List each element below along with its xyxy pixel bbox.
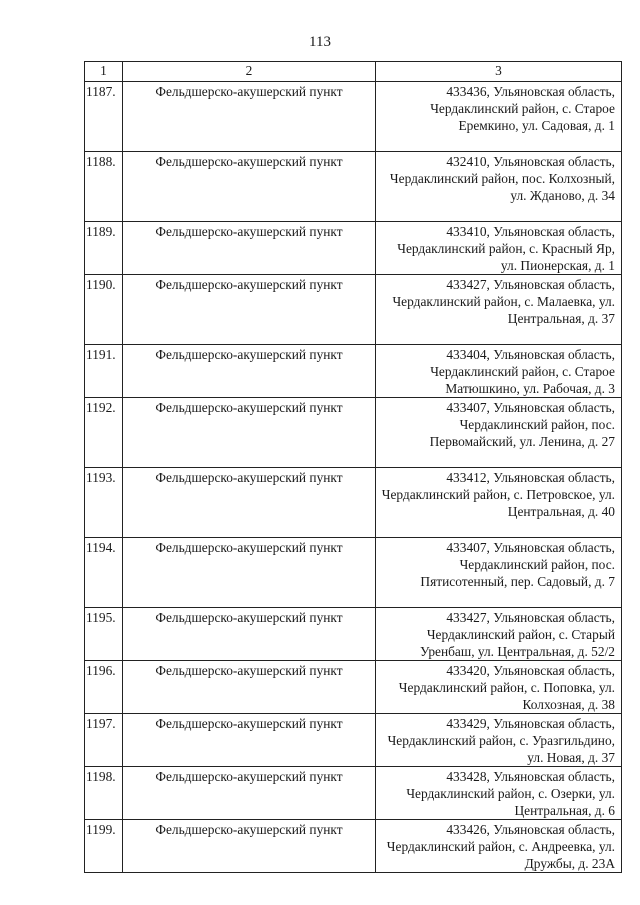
facility-name: Фельдшерско-акушерский пункт — [123, 345, 376, 398]
table-row — [85, 538, 622, 608]
facility-address: 433428, Ульяновская область, Чердаклинский район, с. Озерки, ул. Центральная, д. 6 — [376, 767, 622, 820]
table-row — [85, 767, 622, 820]
row-number: 1196. — [85, 661, 123, 714]
row-number: 1198. — [85, 767, 123, 820]
row-number: 1195. — [85, 608, 123, 661]
facility-name: Фельдшерско-акушерский пункт — [123, 820, 376, 873]
facility-name: Фельдшерско-акушерский пункт — [123, 398, 376, 468]
facility-address: 433436, Ульяновская область, Чердаклинский район, с. Старое Еремкино, ул. Садовая, д. 1 — [376, 82, 622, 152]
table-row — [85, 608, 622, 661]
facility-address: 433404, Ульяновская область, Чердаклинский район, с. Старое Матюшкино, ул. Рабочая, д. 3 — [376, 345, 622, 398]
facility-name: Фельдшерско-акушерский пункт — [123, 222, 376, 275]
facility-name: Фельдшерско-акушерский пункт — [123, 608, 376, 661]
table-body — [85, 82, 622, 873]
facility-address: 433427, Ульяновская область, Чердаклинский район, с. Старый Уренбаш, ул. Центральная, д. 52/2 — [376, 608, 622, 661]
facility-address: 433426, Ульяновская область, Чердаклинский район, с. Андреевка, ул. Дружбы, д. 23А — [376, 820, 622, 873]
row-number: 1187. — [85, 82, 123, 152]
facility-address: 433407, Ульяновская область, Чердаклинский район, пос. Первомайский, ул. Ленина, д. 27 — [376, 398, 622, 468]
table-header — [85, 62, 622, 82]
facility-name: Фельдшерско-акушерский пункт — [123, 661, 376, 714]
table-row — [85, 714, 622, 767]
column-header-2: 2 — [123, 62, 376, 82]
row-number: 1189. — [85, 222, 123, 275]
facility-name: Фельдшерско-акушерский пункт — [123, 538, 376, 608]
row-number: 1199. — [85, 820, 123, 873]
row-number: 1192. — [85, 398, 123, 468]
row-number: 1194. — [85, 538, 123, 608]
table-row — [85, 82, 622, 152]
facility-name: Фельдшерско-акушерский пункт — [123, 714, 376, 767]
facility-name: Фельдшерско-акушерский пункт — [123, 767, 376, 820]
table-row — [85, 398, 622, 468]
facility-address: 433410, Ульяновская область, Чердаклинский район, с. Красный Яр, ул. Пионерская, д. 1 — [376, 222, 622, 275]
table-row — [85, 820, 622, 873]
table-row — [85, 468, 622, 538]
facility-name: Фельдшерско-акушерский пункт — [123, 82, 376, 152]
table-row — [85, 152, 622, 222]
row-number: 1193. — [85, 468, 123, 538]
facility-name: Фельдшерско-акушерский пункт — [123, 152, 376, 222]
facility-address: 433412, Ульяновская область, Чердаклинский район, с. Петровское, ул. Центральная, д. 40 — [376, 468, 622, 538]
facility-name: Фельдшерско-акушерский пункт — [123, 468, 376, 538]
facility-address: 433427, Ульяновская область, Чердаклинский район, с. Малаевка, ул. Центральная, д. 37 — [376, 275, 622, 345]
facility-address: 433429, Ульяновская область, Чердаклинский район, с. Уразгильдино, ул. Новая, д. 37 — [376, 714, 622, 767]
page-number: 113 — [309, 34, 331, 50]
table-row — [85, 275, 622, 345]
row-number: 1188. — [85, 152, 123, 222]
facility-address: 433420, Ульяновская область, Чердаклинский район, с. Поповка, ул. Колхозная, д. 38 — [376, 661, 622, 714]
table-row — [85, 345, 622, 398]
table-row — [85, 661, 622, 714]
table-row — [85, 222, 622, 275]
header-row — [85, 62, 622, 82]
row-number: 1191. — [85, 345, 123, 398]
row-number: 1190. — [85, 275, 123, 345]
column-header-1: 1 — [85, 62, 123, 82]
facility-address: 432410, Ульяновская область, Чердаклинский район, пос. Колхозный, ул. Жданово, д. 34 — [376, 152, 622, 222]
facility-name: Фельдшерско-акушерский пункт — [123, 275, 376, 345]
facility-address: 433407, Ульяновская область, Чердаклинский район, пос. Пятисотенный, пер. Садовый, д. 7 — [376, 538, 622, 608]
column-header-3: 3 — [376, 62, 622, 82]
row-number: 1197. — [85, 714, 123, 767]
facility-table — [84, 61, 622, 873]
